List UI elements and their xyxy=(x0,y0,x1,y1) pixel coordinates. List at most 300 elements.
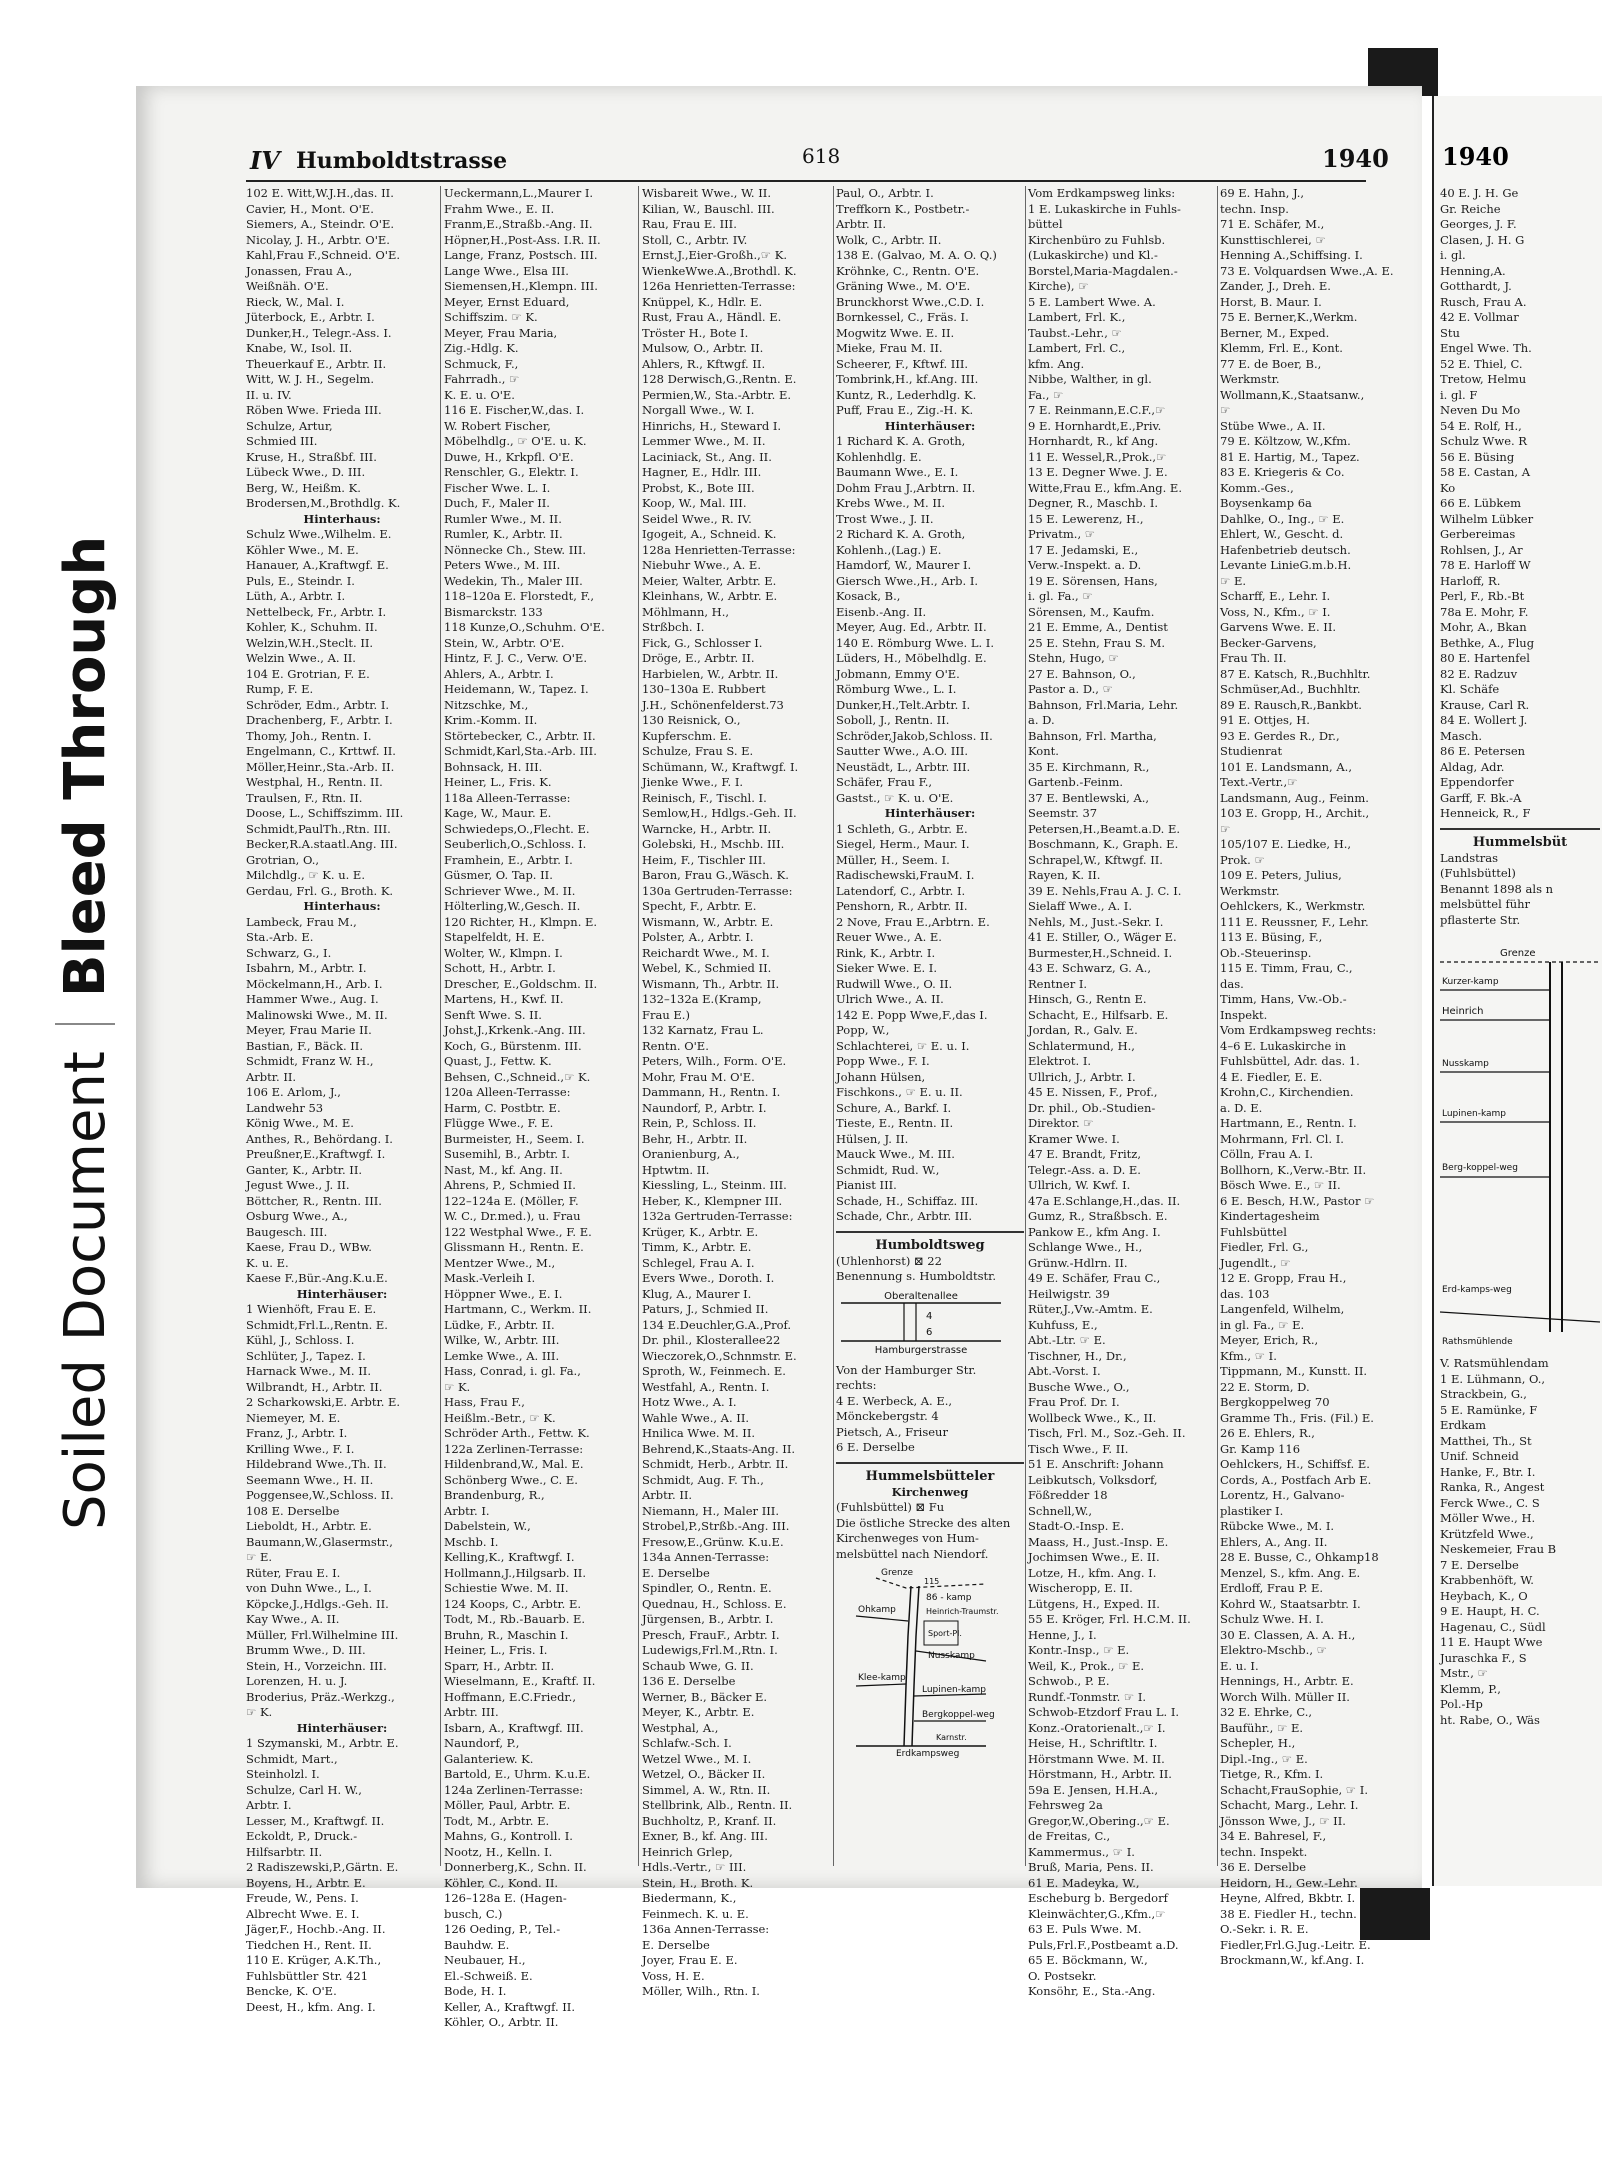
directory-entry: Köhler Wwe., M. E. xyxy=(246,542,359,557)
directory-entry: Kohler, K., Schuhm. II. xyxy=(246,620,378,634)
column-divider xyxy=(440,186,441,1866)
directory-entry: Pankow E., kfm Ang. I. xyxy=(1028,1224,1161,1239)
directory-entry: 55 E. Kröger, Frl. H.C.M. II. xyxy=(1028,1612,1191,1626)
directory-entry: Hass, Conrad, i. gl. Fa., xyxy=(444,1364,581,1378)
directory-entry: Kirchenweges von Hum- xyxy=(836,1531,979,1545)
directory-entry: Knüppel, K., Hdlr. E. xyxy=(642,294,763,309)
directory-entry: Boyens, H., Arbtr. E. xyxy=(246,1875,366,1890)
directory-entry: Nast, M., kf. Ang. II. xyxy=(444,1162,563,1177)
directory-entry: Rundf.-Tonmstr. ☞ I. xyxy=(1028,1689,1147,1704)
directory-entry: Kosack, B., xyxy=(836,589,901,603)
directory-entry: Gotthardt, J. xyxy=(1440,279,1512,293)
directory-entry: 41 E. Stiller, O., Wäger E. xyxy=(1028,930,1177,944)
directory-entry: 13 E. Degner Wwe. J. E. xyxy=(1028,465,1168,479)
directory-entry: Jegust Wwe., J. II. xyxy=(246,1178,350,1192)
directory-entry: Specht, F., Arbtr. E. xyxy=(642,899,757,913)
directory-entry: 36 E. Derselbe xyxy=(1220,1860,1307,1874)
directory-entry: Doose, L., Schiffszimm. III. xyxy=(246,806,404,820)
directory-entry: Arbtr. II. xyxy=(836,217,887,231)
directory-entry: Gr. Kamp 116 xyxy=(1220,1441,1301,1456)
directory-entry: Kröhnke, C., Rentn. O'E. xyxy=(836,263,980,278)
directory-entry: Cölln, Frau A. I. xyxy=(1220,1147,1314,1161)
directory-entry: Elektro-Mschb., ☞ xyxy=(1220,1643,1327,1657)
directory-entry: Kramer Wwe. I. xyxy=(1028,1131,1120,1146)
directory-entry: Rump, F. E. xyxy=(246,682,314,696)
directory-entry: Witt, W. J. H., Segelm. xyxy=(246,372,375,386)
directory-entry: von Duhn Wwe., L., I. xyxy=(246,1581,372,1595)
directory-entry: Mohrmann, Frl. Cl. I. xyxy=(1220,1131,1344,1146)
directory-entry: 43 E. Schwarz, G. A., xyxy=(1028,961,1151,975)
directory-entry: Zander, J., Dreh. E. xyxy=(1220,279,1331,293)
directory-entry: 130–130a E. Rubbert xyxy=(642,682,766,696)
directory-entry: 1 Richard K. A. Groth, xyxy=(836,434,966,448)
directory-entry: Schlafw.-Sch. I. xyxy=(642,1736,732,1750)
directory-entry: pflasterte Str. xyxy=(1440,912,1521,927)
directory-entry: Kupferschm. E. xyxy=(642,728,732,743)
directory-entry: Mentzer Wwe., M., xyxy=(444,1255,556,1270)
directory-entry: Schröder,Jakob,Schloss. II. xyxy=(836,728,993,743)
directory-entry: Kohrd W., Staatsarbtr. I. xyxy=(1220,1596,1361,1611)
directory-entry: Fößredder 18 xyxy=(1028,1488,1108,1502)
directory-entry: Heybach, K., O xyxy=(1440,1588,1528,1603)
directory-entry: Römburg Wwe., L. I. xyxy=(836,682,957,696)
directory-entry: Kirchenbüro zu Fuhlsb. xyxy=(1028,232,1166,247)
directory-entry: Puls,Frl.F.,Postbeamt a.D. xyxy=(1028,1937,1179,1952)
directory-entry: Konsöhr, E., Sta.-Ang. xyxy=(1028,1984,1156,1998)
map-label: Hamburgerstrasse xyxy=(874,1344,968,1356)
directory-entry: Benannt 1898 als n xyxy=(1440,881,1554,896)
directory-entry: Schwob-Etzdorf Frau L. I. xyxy=(1028,1705,1180,1719)
directory-entry: Schmied III. xyxy=(246,434,318,448)
directory-entry: Lemmer Wwe., M. II. xyxy=(642,434,766,448)
directory-entry: II. u. IV. xyxy=(246,387,292,402)
directory-entry: Latendorf, C., Arbtr. I. xyxy=(836,883,966,898)
directory-entry: Ueckermann,L.,Maurer I. xyxy=(444,186,594,200)
directory-entry: Tischner, H., Dr., xyxy=(1028,1348,1127,1363)
directory-entry: Golebski, H., Mschb. III. xyxy=(642,837,785,851)
directory-entry: 77 E. de Boer, B., xyxy=(1220,356,1322,371)
directory-entry: 73 E. Volquardsen Wwe.,A. E. xyxy=(1220,263,1394,278)
directory-entry: Mulsow, O., Arbtr. II. xyxy=(642,341,764,355)
directory-entry: O. Postsekr. xyxy=(1028,1968,1097,1983)
directory-entry: 122a Zerlinen-Terrasse: xyxy=(444,1441,584,1456)
directory-entry: Ob.-Steuerinsp. xyxy=(1220,945,1312,960)
directory-entry: 1 E. Lukaskirche in Fuhls- xyxy=(1028,201,1181,216)
directory-entry: 120 Richter, H., Klmpn. E. xyxy=(444,914,598,929)
directory-entry: J.H., Schönenfelderst.73 xyxy=(642,697,784,712)
directory-entry: Weil, K., Prok., ☞ E. xyxy=(1028,1658,1145,1673)
directory-entry: 51 E. Anschrift: Johann xyxy=(1028,1457,1164,1471)
column-1 xyxy=(246,186,438,2014)
directory-entry: Tisch Wwe., F. II. xyxy=(1028,1441,1129,1456)
directory-entry: Schiffszim. ☞ K. xyxy=(444,310,538,324)
directory-entry: Taubst.-Lehr., ☞ xyxy=(1028,325,1122,340)
directory-entry: Prok. ☞ xyxy=(1220,852,1265,867)
directory-entry: Tisch, Frl. M., Soz.-Geh. II. xyxy=(1028,1426,1186,1440)
directory-entry: 140 E. Römburg Wwe. L. I. xyxy=(836,635,995,650)
directory-entry: 110 E. Krüger, A.K.Th., xyxy=(246,1953,382,1967)
directory-entry: 1 E. Lühmann, O., xyxy=(1440,1371,1546,1386)
directory-entry: Menzel, S., kfm. Ang. E. xyxy=(1220,1565,1361,1580)
directory-entry: 4–6 E. Lukaskirche in xyxy=(1220,1038,1347,1053)
directory-entry: 5 E. Lambert Wwe. A. xyxy=(1028,294,1156,309)
directory-entry: Grünw.-Hdlrn. II. xyxy=(1028,1255,1128,1270)
directory-entry: Tiedchen H., Rent. II. xyxy=(246,1937,372,1952)
directory-entry: Privatm., ☞ xyxy=(1028,527,1096,541)
map-label: Grenze xyxy=(1500,948,1536,959)
directory-entry: Grotrian, O., xyxy=(246,852,320,867)
directory-entry: 11 E. Wessel,R.,Prok.,☞ xyxy=(1028,449,1167,464)
directory-entry: Naundorf, P., xyxy=(444,1736,520,1750)
directory-entry: Kontr.-Insp., ☞ E. xyxy=(1028,1643,1130,1657)
directory-entry: Behr, H., Arbtr. II. xyxy=(642,1131,748,1146)
directory-entry: Schacht,FrauSophie, ☞ I. xyxy=(1220,1782,1368,1797)
directory-entry: 81 E. Hartig, M., Tapez. xyxy=(1220,449,1360,464)
directory-entry: WienkeWwe.A.,Brothdl. K. xyxy=(642,263,797,278)
directory-entry: Sielaff Wwe., A. I. xyxy=(1028,899,1132,913)
directory-entry: Hörstmann, H., Arbtr. II. xyxy=(1028,1767,1172,1781)
directory-entry: Röben Wwe. Frieda III. xyxy=(246,403,382,417)
directory-entry: Fahrradh., ☞ xyxy=(444,372,520,386)
directory-entry: Kiessling, L., Steinm. III. xyxy=(642,1178,787,1192)
directory-entry: Puff, Frau E., Zig.-H. K. xyxy=(836,403,974,417)
directory-entry: Harnack Wwe., M. II. xyxy=(246,1364,371,1378)
directory-entry: Dröge, E., Arbtr. II. xyxy=(642,651,755,665)
directory-entry: Meyer, Frau Maria, xyxy=(444,325,558,340)
directory-entry: 42 E. Vollmar xyxy=(1440,310,1519,324)
directory-entry: Dabelstein, W., xyxy=(444,1519,531,1533)
directory-entry: Schönberg Wwe., C. E. xyxy=(444,1472,578,1487)
directory-entry: Rübcke Wwe., M. I. xyxy=(1220,1519,1335,1533)
directory-entry: Schmuck, F., xyxy=(444,356,519,371)
directory-entry: Pianist III. xyxy=(836,1178,897,1192)
directory-entry: Strackbein, G., xyxy=(1440,1387,1527,1401)
directory-entry: Warncke, H., Arbtr. II. xyxy=(642,821,772,836)
directory-entry: Erdloff, Frau P. E. xyxy=(1220,1581,1324,1595)
directory-entry: Brumm Wwe., D. III. xyxy=(246,1643,366,1657)
directory-entry: Bahnson, Frl.Maria, Lehr. xyxy=(1028,697,1179,712)
directory-entry: Biedermann, K., xyxy=(642,1891,737,1905)
map-label: 86 - kamp xyxy=(926,1593,972,1603)
directory-entry: Bartold, E., Uhrm. K.u.E. xyxy=(444,1767,591,1781)
directory-entry: Ullrich, J., Arbtr. I. xyxy=(1028,1069,1136,1084)
directory-entry: 128a Henrietten-Terrasse: xyxy=(642,542,796,557)
directory-entry: Ahlers, A., Arbtr. I. xyxy=(444,666,554,681)
map-label: Klee-kamp xyxy=(858,1673,906,1683)
directory-entry: Schrapel,W., Kftwgf. II. xyxy=(1028,852,1163,867)
directory-entry: Franz, J., Arbtr. I. xyxy=(246,1426,348,1440)
directory-entry: Exner, B., kf. Ang. III. xyxy=(642,1829,768,1843)
directory-entry: Lübeck Wwe., D. III. xyxy=(246,465,366,479)
directory-entry: Semlow,H., Hdlgs.-Geh. II. xyxy=(642,806,797,820)
directory-entry: Neubauer, H., xyxy=(444,1953,526,1967)
directory-entry: Kirchenweg xyxy=(891,1484,969,1499)
directory-entry: Wilhelm Lübker xyxy=(1440,511,1534,526)
column-5 xyxy=(1028,186,1216,1998)
directory-entry: Cords, A., Postfach Arb E. xyxy=(1220,1472,1372,1487)
directory-entry: Frau Th. II. xyxy=(1220,651,1287,665)
directory-entry: Ullrich, W. Kwf. I. xyxy=(1028,1178,1131,1192)
directory-entry: Schacht, E., Hilfsarb. E. xyxy=(1028,1007,1169,1022)
directory-entry: Fischer Wwe. L. I. xyxy=(444,480,551,495)
directory-entry: Hintz, F. J. C., Verw. O'E. xyxy=(444,651,587,665)
directory-entry: Boschmann, K., Graph. E. xyxy=(1028,837,1179,851)
directory-entry: Clasen, J. H. G xyxy=(1440,232,1525,247)
directory-entry: Frahm Wwe., E. II. xyxy=(444,201,555,216)
directory-entry: Neustädt, L., Arbtr. III. xyxy=(836,759,971,774)
directory-entry: Fick, G., Schlosser I. xyxy=(642,635,763,650)
directory-entry: Stein, W., Arbtr. O'E. xyxy=(444,635,565,650)
directory-entry: 87 E. Katsch, R.,Buchhltr. xyxy=(1220,666,1371,681)
directory-entry: Gregor,W.,Obering.,☞ E. xyxy=(1028,1813,1170,1828)
directory-entry: Heyne, Alfred, Bkbtr. I. xyxy=(1220,1891,1356,1905)
directory-entry: Donnerberg,K., Schn. II. xyxy=(444,1860,587,1874)
directory-entry: Neskemeier, Frau B xyxy=(1440,1542,1557,1556)
directory-entry: 102 E. Witt,W.J.H.,das. II. xyxy=(246,186,394,200)
directory-entry: 6 E. Derselbe xyxy=(836,1440,915,1454)
directory-entry: Schepler, H., xyxy=(1220,1736,1296,1750)
directory-entry: 124 Koops, C., Arbtr. E. xyxy=(444,1596,582,1611)
directory-entry: Lorenzen, H. u. J. xyxy=(246,1674,348,1688)
directory-entry: Giersch Wwe.,H., Arb. I. xyxy=(836,573,979,588)
directory-entry: 122–124a E. (Möller, F. xyxy=(444,1193,579,1208)
directory-entry: Humboldtsweg xyxy=(836,1231,1024,1254)
soiled-document-label: Soiled Document xyxy=(52,1051,118,1530)
directory-entry: Nibbe, Walther, in gl. xyxy=(1028,372,1152,386)
directory-entry: Martens, H., Kwf. II. xyxy=(444,992,564,1006)
map-label: Berg-koppel-weg xyxy=(1442,1163,1518,1173)
directory-entry: 118–120a E. Florstedt, F., xyxy=(444,589,595,603)
map-label: 4 xyxy=(926,1310,933,1322)
directory-entry: Drachenberg, F., Arbtr. I. xyxy=(246,713,393,727)
directory-entry: Mohr, Frau M. O'E. xyxy=(642,1069,755,1084)
directory-entry: Lange, Franz, Postsch. III. xyxy=(444,248,598,262)
directory-entry: Hagner, E., Hdlr. III. xyxy=(642,465,762,479)
directory-entry: Baron, Frau G.,Wäsch. K. xyxy=(642,868,789,882)
directory-entry: Schmidt, Rud. W., xyxy=(836,1162,940,1177)
directory-entry: Harbielen, W., Arbtr. II. xyxy=(642,666,779,681)
map-label: Nusskamp xyxy=(1442,1059,1489,1069)
directory-entry: 49 E. Schäfer, Frau C., xyxy=(1028,1271,1161,1285)
directory-entry: Meyer, K., Arbtr. E. xyxy=(642,1705,755,1719)
directory-entry: Wismann, W., Arbtr. E. xyxy=(642,914,774,929)
directory-entry: Paul, O., Arbtr. I. xyxy=(836,186,934,200)
directory-entry: Wahle Wwe., A. II. xyxy=(642,1410,750,1425)
directory-entry: ☞ E. xyxy=(246,1550,273,1564)
directory-entry: Keller, A., Kraftwgf. II. xyxy=(444,1999,575,2014)
map-label: Karnstr. xyxy=(936,1733,967,1742)
directory-entry: Boysenkamp 6a xyxy=(1220,496,1312,510)
directory-entry: Möckelmann,H., Arb. I. xyxy=(246,976,383,991)
directory-entry: Hinterhäuser: xyxy=(884,418,976,433)
directory-entry: Mschb. I. xyxy=(444,1534,499,1549)
directory-entry: Kohlenhdlg. E. xyxy=(836,449,922,464)
directory-entry: Gerdau, Frl. G., Broth. K. xyxy=(246,883,394,898)
directory-entry: Verw.-Inspekt. a. D. xyxy=(1028,558,1142,572)
directory-entry: Baumann,W.,Glasermstr., xyxy=(246,1534,393,1549)
directory-entry: Senft Wwe. S. II. xyxy=(444,1007,542,1022)
directory-entry: 9 E. Hornhardt,E.,Priv. xyxy=(1028,418,1162,433)
directory-entry: Hornhardt, R., kf Ang. xyxy=(1028,434,1159,448)
directory-entry: Kuntz, R., Lederhdlg. K. xyxy=(836,387,977,402)
directory-entry: Meyer, Erich, R., xyxy=(1220,1333,1319,1347)
directory-entry: Möller, Paul, Arbtr. E. xyxy=(444,1798,571,1812)
directory-entry: 132 Karnatz, Frau L. xyxy=(642,1023,764,1037)
directory-entry: Jochimsen Wwe., E. II. xyxy=(1028,1550,1160,1564)
directory-entry: Welzin,W.H.,Steclt. II. xyxy=(246,635,374,650)
directory-entry: Kuhfuss, E., xyxy=(1028,1317,1098,1332)
directory-entry: Bauführ., ☞ E. xyxy=(1220,1720,1303,1735)
directory-entry: Ulrich Wwe., A. II. xyxy=(836,992,944,1006)
directory-entry: Stoll, C., Arbtr. IV. xyxy=(642,232,748,247)
directory-entry: 124a Zerlinen-Terrasse: xyxy=(444,1782,584,1797)
directory-entry: Leibkutsch, Volksdorf, xyxy=(1028,1472,1158,1487)
directory-entry: Arbtr. III. xyxy=(444,1705,499,1719)
directory-entry: Stein, H., Vorzeichn. III. xyxy=(246,1658,387,1673)
directory-entry: Lange Wwe., Elsa III. xyxy=(444,263,569,278)
directory-entry: Theuerkauf E., Arbtr. II. xyxy=(246,356,387,371)
directory-entry: Gumz, R., Straßbsch. E. xyxy=(1028,1209,1168,1223)
directory-entry: Simmel, A. W., Rtn. II. xyxy=(642,1782,771,1797)
directory-entry: Siemers, A., Steindr. O'E. xyxy=(246,217,394,231)
directory-entry: Schulz Wwe. H. I. xyxy=(1220,1612,1324,1626)
directory-entry: Duwe, H., Krkpfl. O'E. xyxy=(444,449,574,464)
directory-entry: Heise, H., Schriftltr. I. xyxy=(1028,1736,1158,1750)
directory-entry: 89 E. Rausch,R.,Bankbt. xyxy=(1220,697,1362,712)
directory-entry: 78 E. Harloff W xyxy=(1440,558,1531,572)
directory-entry: Tretow, Helmu xyxy=(1440,372,1527,386)
column-3 xyxy=(642,186,832,1998)
directory-entry: Zig.-Hdlg. K. xyxy=(444,341,519,355)
directory-entry: Fuhlsbüttel, Adr. das. 1. xyxy=(1220,1054,1360,1068)
directory-entry: Bauhdw. E. xyxy=(444,1937,510,1952)
directory-entry: Deest, H., kfm. Ang. I. xyxy=(246,1999,376,2014)
directory-entry: 79 E. Költzow, W.,Kfm. xyxy=(1220,434,1351,448)
directory-entry: Komm.-Ges., xyxy=(1220,480,1294,495)
directory-entry: Juraschka F., S xyxy=(1440,1650,1527,1665)
directory-entry: Hptwtm. II. xyxy=(642,1162,710,1177)
directory-entry: Borstel,Maria-Magdalen.- xyxy=(1028,263,1178,278)
directory-entry: a. D. xyxy=(1028,713,1055,727)
directory-entry: Klemm, Frl. E., Kont. xyxy=(1220,341,1343,355)
directory-entry: Rentner I. xyxy=(1028,976,1088,991)
directory-entry: Niemann, H., Maler III. xyxy=(642,1503,779,1518)
directory-entry: Susemihl, B., Arbtr. I. xyxy=(444,1147,570,1161)
directory-entry: Dr. phil., Ob.-Studien- xyxy=(1028,1100,1156,1115)
directory-entry: Joyer, Frau E. E. xyxy=(642,1953,738,1967)
directory-entry: busch, C.) xyxy=(444,1906,503,1921)
directory-entry: Elektrot. I. xyxy=(1028,1054,1092,1068)
directory-entry: Müller, H., Seem. I. xyxy=(836,852,950,867)
directory-entry: Quednau, H., Schloss. E. xyxy=(642,1596,787,1611)
directory-entry: Hinterhaus: xyxy=(303,899,381,913)
directory-entry: Böttcher, R., Rentn. III. xyxy=(246,1193,382,1208)
directory-entry: Möller, Wilh., Rtn. I. xyxy=(642,1984,760,1998)
directory-entry: Stehn, Hugo, ☞ xyxy=(1028,651,1119,665)
directory-entry: (Uhlenhorst) ⊠ 22 xyxy=(836,1253,942,1268)
directory-entry: das. xyxy=(1220,976,1244,991)
directory-entry: Kindertagesheim xyxy=(1220,1209,1320,1223)
directory-entry: Behrend,K.,Staats-Ang. II. xyxy=(642,1441,796,1456)
directory-entry: Hinsch, G., Rentn E. xyxy=(1028,992,1147,1006)
directory-entry: Kahl,Frau F.,Schneid. O'E. xyxy=(246,248,401,262)
directory-entry: Hollmann,J.,Hilgsarb. II. xyxy=(444,1565,586,1580)
directory-entry: Brockmann,W., kf.Ang. I. xyxy=(1220,1953,1365,1967)
directory-entry: Vom Erdkampsweg rechts: xyxy=(1220,1023,1377,1037)
directory-entry: Hildenbrand,W., Mal. E. xyxy=(444,1457,584,1471)
directory-entry: Reinisch, F., Tischl. I. xyxy=(642,790,767,805)
directory-entry: Mauck Wwe., M. III. xyxy=(836,1147,955,1161)
bleed-through-label: Bleed Through xyxy=(52,535,118,998)
directory-entry: Fiedler, Frl. G., xyxy=(1220,1240,1309,1254)
directory-entry: Kilian, W., Bauschl. III. xyxy=(642,201,775,216)
directory-entry: 132–132a E.(Kramp, xyxy=(642,992,762,1006)
directory-entry: Nitzschke, M., xyxy=(444,697,529,712)
directory-entry: Unif. Schneid xyxy=(1440,1449,1519,1463)
directory-entry: Nehls, M., Just.-Sekr. I. xyxy=(1028,914,1164,929)
directory-entry: 45 E. Nissen, F., Prof., xyxy=(1028,1085,1158,1099)
directory-entry: büttel xyxy=(1028,217,1063,231)
directory-entry: 106 E. Arlom, J., xyxy=(246,1085,341,1099)
directory-entry: 21 E. Emme, A., Dentist xyxy=(1028,620,1168,634)
directory-entry: Bode, H. I. xyxy=(444,1984,507,1998)
directory-entry: Westphal, H., Rentn. II. xyxy=(246,775,383,789)
directory-entry: Arbtr. I. xyxy=(444,1503,490,1518)
directory-entry: Ganter, K., Arbtr. II. xyxy=(246,1162,363,1177)
directory-entry: Wollbeck Wwe., K., II. xyxy=(1028,1410,1157,1425)
directory-entry: Ehlers, A., Ang. II. xyxy=(1220,1534,1328,1549)
directory-entry: Masch. xyxy=(1440,728,1483,743)
directory-entry: Webel, K., Schmied II. xyxy=(642,961,772,975)
directory-entry: Aldag, Adr. xyxy=(1440,759,1505,774)
directory-entry: Garff, F. Bk.-A xyxy=(1440,790,1522,805)
directory-entry: 2 Radiszewski,P.,Gärtn. E. xyxy=(246,1860,399,1874)
directory-entry: Schaub Wwe, G. II. xyxy=(642,1658,754,1673)
directory-entry: Dunker,H., Telegr.-Ass. I. xyxy=(246,325,392,340)
map-label: 6 xyxy=(926,1326,933,1338)
directory-entry: Permien,W., Sta.-Arbtr. E. xyxy=(642,387,792,402)
directory-entry: Heim, F., Tischler III. xyxy=(642,852,766,867)
directory-entry: Kirche), ☞ xyxy=(1028,279,1089,293)
directory-entry: Lüders, H., Möbelhdlg. E. xyxy=(836,651,987,665)
directory-entry: Stadt-O.-Insp. E. xyxy=(1028,1519,1125,1533)
directory-entry: Quast, J., Fettw. K. xyxy=(444,1054,552,1068)
directory-entry: Henning,A. xyxy=(1440,263,1506,278)
directory-entry: Baumann Wwe., E. I. xyxy=(836,465,959,479)
directory-entry: Lotze, H., kfm. Ang. I. xyxy=(1028,1565,1157,1580)
directory-entry: Hoffmann, E.C.Friedr., xyxy=(444,1689,576,1704)
directory-entry: Mönckebergstr. 4 xyxy=(836,1409,939,1423)
directory-entry: 111 E. Reussner, F., Lehr. xyxy=(1220,914,1369,929)
map-label: Sport-Pl. xyxy=(928,1629,962,1638)
directory-entry: Hotz Wwe., A. I. xyxy=(642,1395,737,1409)
directory-entry: Heiner, L., Fris. K. xyxy=(444,775,552,789)
directory-entry: Kfm., ☞ I. xyxy=(1220,1348,1277,1363)
directory-entry: 115 E. Timm, Frau, C., xyxy=(1220,961,1353,975)
directory-entry: Hamdorf, W., Maurer I. xyxy=(836,558,972,572)
directory-entry: 56 E. Büsing xyxy=(1440,449,1515,464)
directory-entry: 101 E. Landsmann, A., xyxy=(1220,759,1352,774)
directory-entry: Wedekin, Th., Maler III. xyxy=(444,573,583,588)
directory-entry: Hdls.-Vertr., ☞ III. xyxy=(642,1860,747,1874)
directory-entry: Jonassen, Frau A., xyxy=(246,263,353,278)
directory-entry: Dipl.-Ing., ☞ E. xyxy=(1220,1751,1308,1766)
directory-entry: kfm. Ang. xyxy=(1028,356,1085,371)
directory-entry: Rudwill Wwe., O. II. xyxy=(836,976,953,991)
directory-entry: Wetzel, O., Bäcker II. xyxy=(642,1767,766,1781)
directory-entry: Hnilica Wwe. M. II. xyxy=(642,1426,756,1440)
directory-entry: 19 E. Sörensen, Hans, xyxy=(1028,573,1158,588)
